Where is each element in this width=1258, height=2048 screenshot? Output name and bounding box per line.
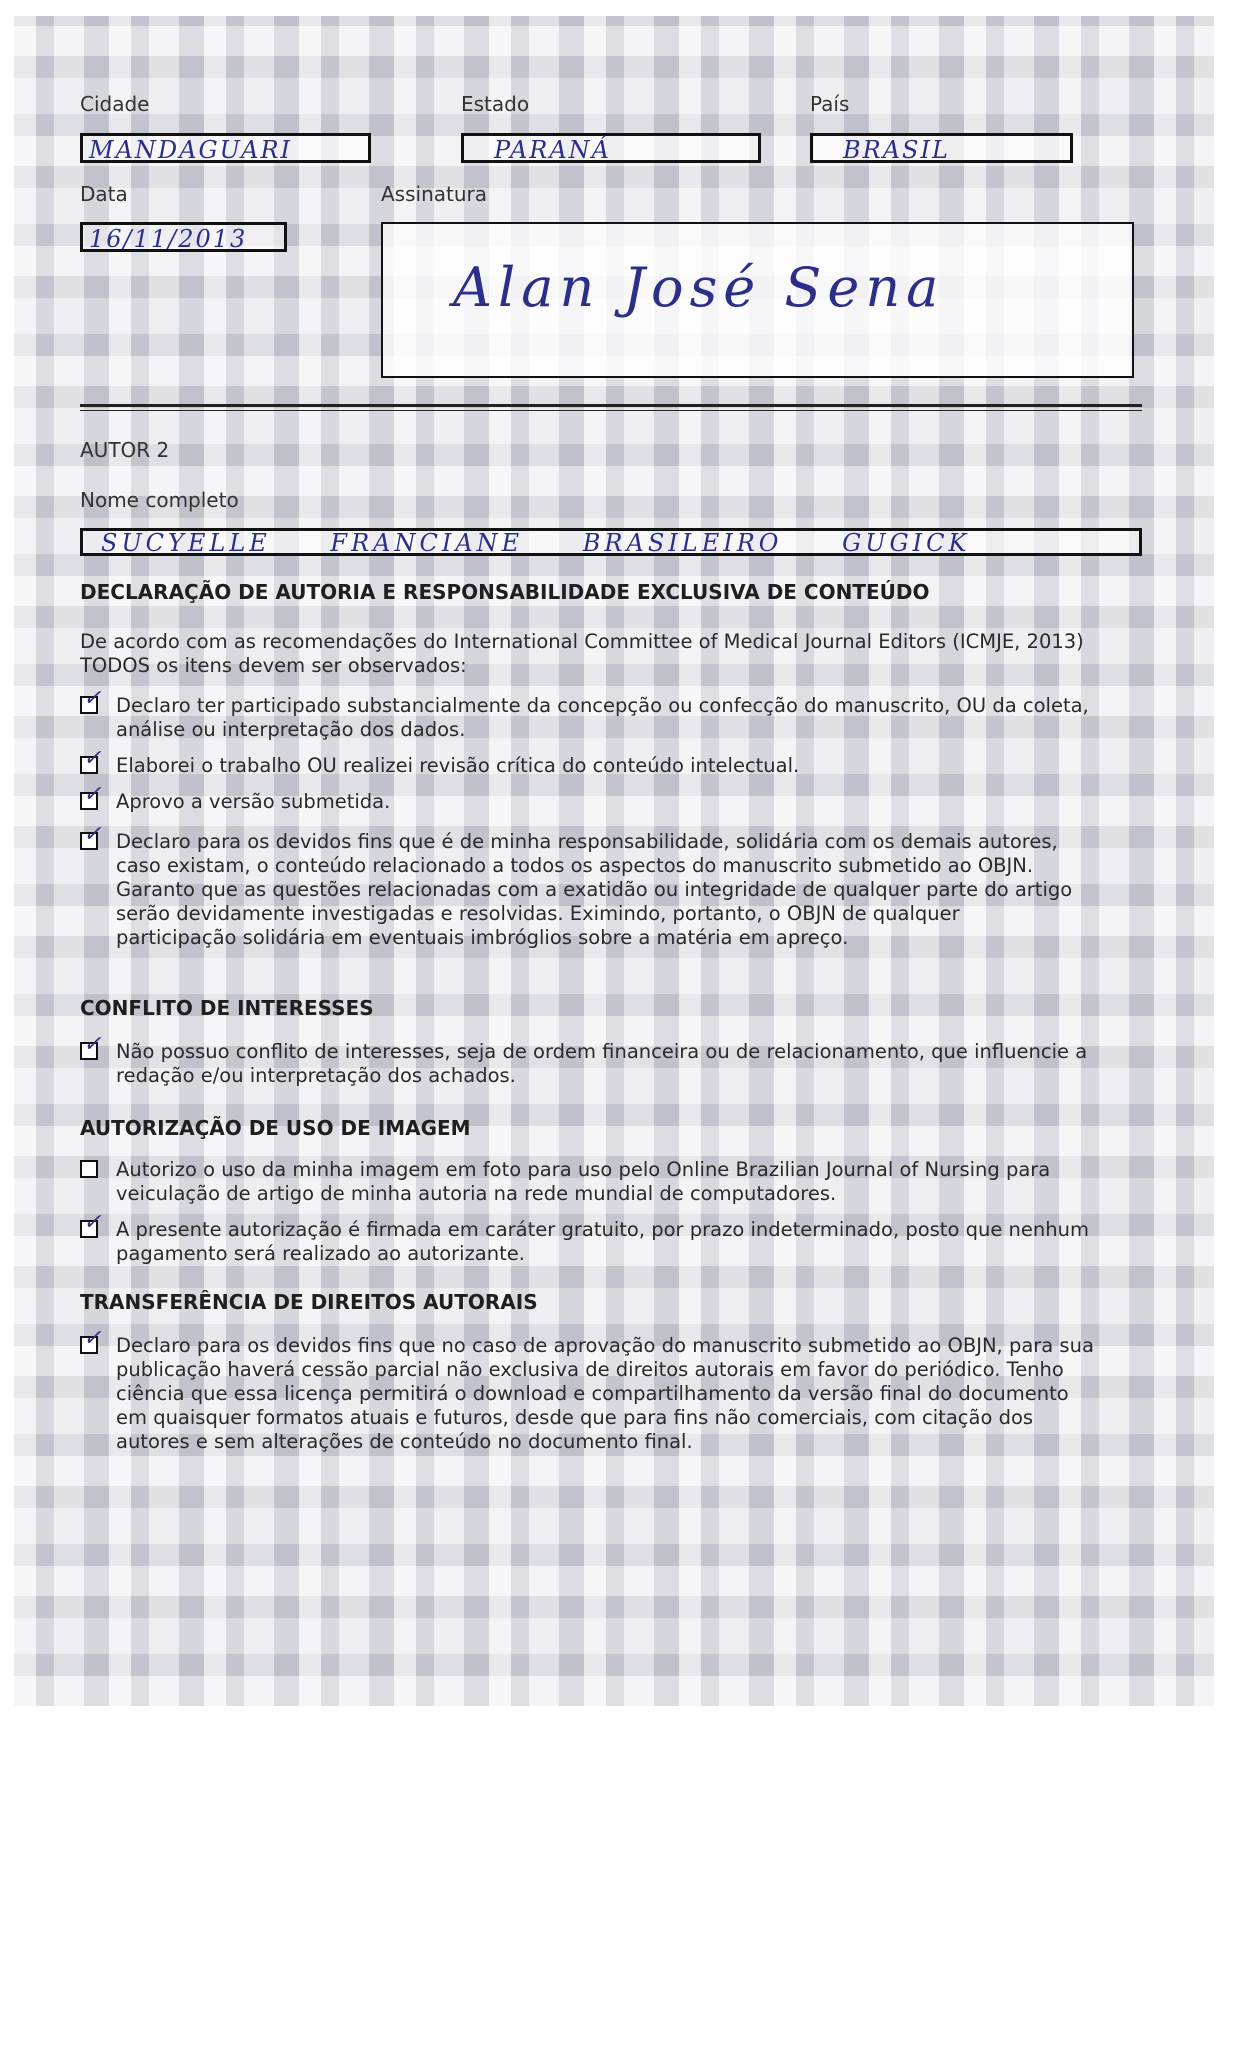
check-mark-icon: ✓ [83,782,102,807]
declaration-title: DECLARAÇÃO DE AUTORIA E RESPONSABILIDADE EXCLUSIVA DE CONTEÚDO [80,580,930,604]
declaration-item-text: Declaro para os devidos fins que é de minha responsabilidade, solidária com os demais autores, caso existam, o conteúdo relacionado a todos os aspectos do manuscrito submetido ao OBJN. Garanto que as questões relacionadas com a exatidão ou integridade de qualquer parte do artigo serão devidamente investigadas e resolvidas. Eximindo, portanto, o OBJN de qualquer participação solidária em eventuais imbróglios sobre a matéria em apreço. [116,830,1073,949]
copyright-checkbox-1[interactable] [80,1326,102,1354]
signature-value: Alan José Sena [453,256,945,319]
copyright-title: TRANSFERÊNCIA DE DIREITOS AUTORAIS [80,1290,538,1314]
city-value: MANDAGUARI [89,136,293,164]
check-mark-icon: ✓ [83,1326,102,1351]
fullname-label: Nome completo [80,488,239,512]
declaration-item-text: Aprovo a versão submetida. [116,790,391,813]
signature-label: Assinatura [381,182,488,206]
image-auth-checkbox-2[interactable] [80,1210,102,1238]
date-value: 16/11/2013 [89,225,248,253]
declaration-checkbox-3[interactable] [80,782,102,810]
check-mark-icon: ✓ [83,746,102,771]
fullname-value: SUCYELLE FRANCIANE BRASILEIRO GUGICK [101,529,971,557]
declaration-checkbox-1[interactable] [80,686,102,714]
declaration-checkbox-2[interactable] [80,746,102,774]
date-label: Data [80,182,128,206]
country-value: BRASIL [843,136,950,164]
declaration-item-text: Declaro ter participado substancialmente da concepção ou confecção do manuscrito, OU da coleta, análise ou interpretação dos dados. [116,694,1089,741]
country-field[interactable] [810,133,1073,163]
conflict-item-text: Não possuo conflito de interesses, seja de ordem financeira ou de relacionamento, que influencie a redação e/ou interpretação dos achados. [116,1040,1088,1087]
state-label: Estado [461,92,530,116]
declaration-item-text: Elaborei o trabalho OU realizei revisão crítica do conteúdo intelectual. [116,754,800,777]
image-auth-item-text: Autorizo o uso da minha imagem em foto para uso pelo Online Brazilian Journal of Nursing para veiculação de artigo de minha autoria na rede mundial de computadores. [116,1158,1051,1205]
check-mark-icon: ✓ [83,1032,102,1057]
conflict-title: CONFLITO DE INTERESSES [80,996,374,1020]
check-mark-icon: ✓ [83,1210,102,1235]
date-field[interactable] [80,222,287,252]
fullname-field[interactable] [80,528,1142,556]
author2-heading: AUTOR 2 [80,438,170,462]
state-field[interactable] [461,133,761,163]
check-mark-icon: ✓ [83,822,102,847]
copyright-item-text: Declaro para os devidos fins que no caso de aprovação do manuscrito submetido ao OBJN, para sua publicação haverá cessão parcial não exclusiva de direitos autorais em favor do periódico. Tenho ciência que essa licença permitirá o download e compartilhamento da versão final do documento em quaisquer formatos atuais e futuros, desde que para fins não comerciais, com citação dos autores e sem alterações de conteúdo no documento final. [116,1334,1094,1453]
country-label: País [810,92,850,116]
image-auth-title: AUTORIZAÇÃO DE USO DE IMAGEM [80,1116,471,1140]
city-label: Cidade [80,92,150,116]
image-auth-item-text: A presente autorização é firmada em caráter gratuito, por prazo indeterminado, posto que nenhum pagamento será realizado ao autorizante. [116,1218,1089,1265]
image-auth-checkbox-1[interactable] [80,1160,98,1178]
conflict-checkbox-1[interactable] [80,1032,102,1060]
city-field[interactable] [80,133,371,163]
section-divider-thin [80,410,1142,411]
section-divider [80,404,1142,407]
check-mark-icon: ✓ [83,686,102,711]
state-value: PARANÁ [494,136,612,164]
signature-field[interactable] [381,222,1134,378]
declaration-checkbox-4[interactable] [80,822,102,850]
declaration-intro: De acordo com as recomendações do International Committee of Medical Journal Editors (ICMJE, 2013) TODOS os itens devem ser observados: [80,630,1084,677]
